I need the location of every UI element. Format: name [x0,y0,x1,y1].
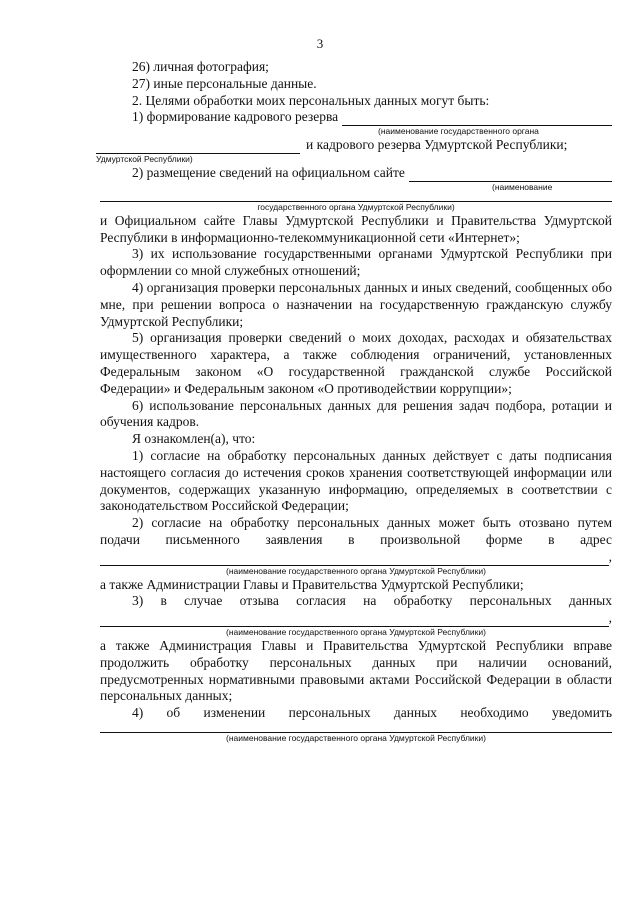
paragraph-ack-2: 2) согласие на обработку персональных данных может быть отозвано путем подачи письменного заявления в произвольной форме в адрес [100,515,612,547]
org-name-blank-7[interactable] [100,722,612,733]
org-caption-1-end: Удмуртской Республики) [96,153,193,164]
document-body [96,59,612,744]
comma-2: , [608,610,612,626]
paragraph-ack-4: 4) об изменении персональных данных необходимо уведомить [132,705,612,721]
org-name-blank-4[interactable] [100,193,612,202]
comma-1: , [608,548,612,564]
org-name-blank-3[interactable] [409,169,612,182]
list-item-26: 26) личная фотография; [132,59,269,74]
purpose-2-text: 2) размещение сведений на официальном сайте [132,164,405,180]
purpose-1-rest: и кадрового резерва Удмуртской Республики; [306,137,568,153]
paragraph-ack-3: 3) в случае отзыва согласия на обработку персональных данных [132,593,612,609]
withdraw-address-line [100,549,612,566]
section-2-heading: 2. Целями обработки моих персональных данных могут быть: [132,92,490,108]
withdraw-org-line [100,610,612,627]
org-caption-3: (наименование государственного органа Удмуртской Республики) [226,565,486,576]
org-caption-4: (наименование государственного органа Удмуртской Республики) [226,626,486,637]
org-name-blank-1[interactable] [342,113,612,126]
org-caption-1: (наименование государственного органа [378,126,539,137]
paragraph-purpose-3: 3) их использование государственными органами Удмуртской Республики при оформлении со мной служебных отношений; [100,246,612,279]
list-item-27: 27) иные персональные данные. [132,75,317,91]
paragraph-ack-1: 1) согласие на обработку персональных данных действует с даты подписания настоящего согласия до истечения сроков хранения соответствующей информации или документов, содержащих указанную информацию, определяемых в соответствии с законодательством Российской Федерации; [100,447,612,514]
org-caption-5: (наименование государственного органа Удмуртской Республики) [226,732,486,743]
org-name-blank-2[interactable] [96,141,300,154]
purpose-1-text: 1) формирование кадрового резерва [132,109,339,125]
org-name-blank-5[interactable] [100,553,609,566]
purpose-1-cont [96,137,612,154]
purpose-1-line [100,109,612,126]
page-number: 3 [316,36,324,51]
purpose-2-line [100,165,612,182]
org-caption-2: (наименование [492,181,553,192]
paragraph-purpose-6: 6) использование персональных данных для решения задач подбора, ротации и обучения кадров. [100,397,612,430]
paragraph-purpose-5: 5) организация проверки сведений о моих доходах, расходах и обязательствах имущественного характера, а также соблюдения ограничений, установленных Федеральным законом «О государственной гражданской службе Российской Федерации» и Федеральным законом «О противодействии коррупции»; [100,330,612,396]
org-name-blank-6[interactable] [100,614,609,627]
paragraph-purpose-4: 4) организация проверки персональных данных и иных сведений, сообщенных обо мне, при решении вопроса о назначении на государственную гражданскую службу Удмуртской Республики; [100,279,612,329]
paragraph-official-site: и Официальном сайте Главы Удмуртской Республики и Правительства Удмуртской Республики в информационно-телекоммуникационной сети «Интернет»; [100,212,612,245]
org-caption-2-end: государственного органа Удмуртской Республики) [257,201,455,212]
paragraph-ack-2-end: а также Администрации Главы и Правительства Удмуртской Республики; [100,576,524,592]
paragraph-ack-3-end: а также Администрация Главы и Правительства Удмуртской Республики вправе продолжить обработку персональных данных при наличии оснований, предусмотренных нормативными правовыми актами Российской Федерации в области персональных данных; [100,637,612,704]
acknowledgement-heading: Я ознакомлен(а), что: [132,431,256,447]
